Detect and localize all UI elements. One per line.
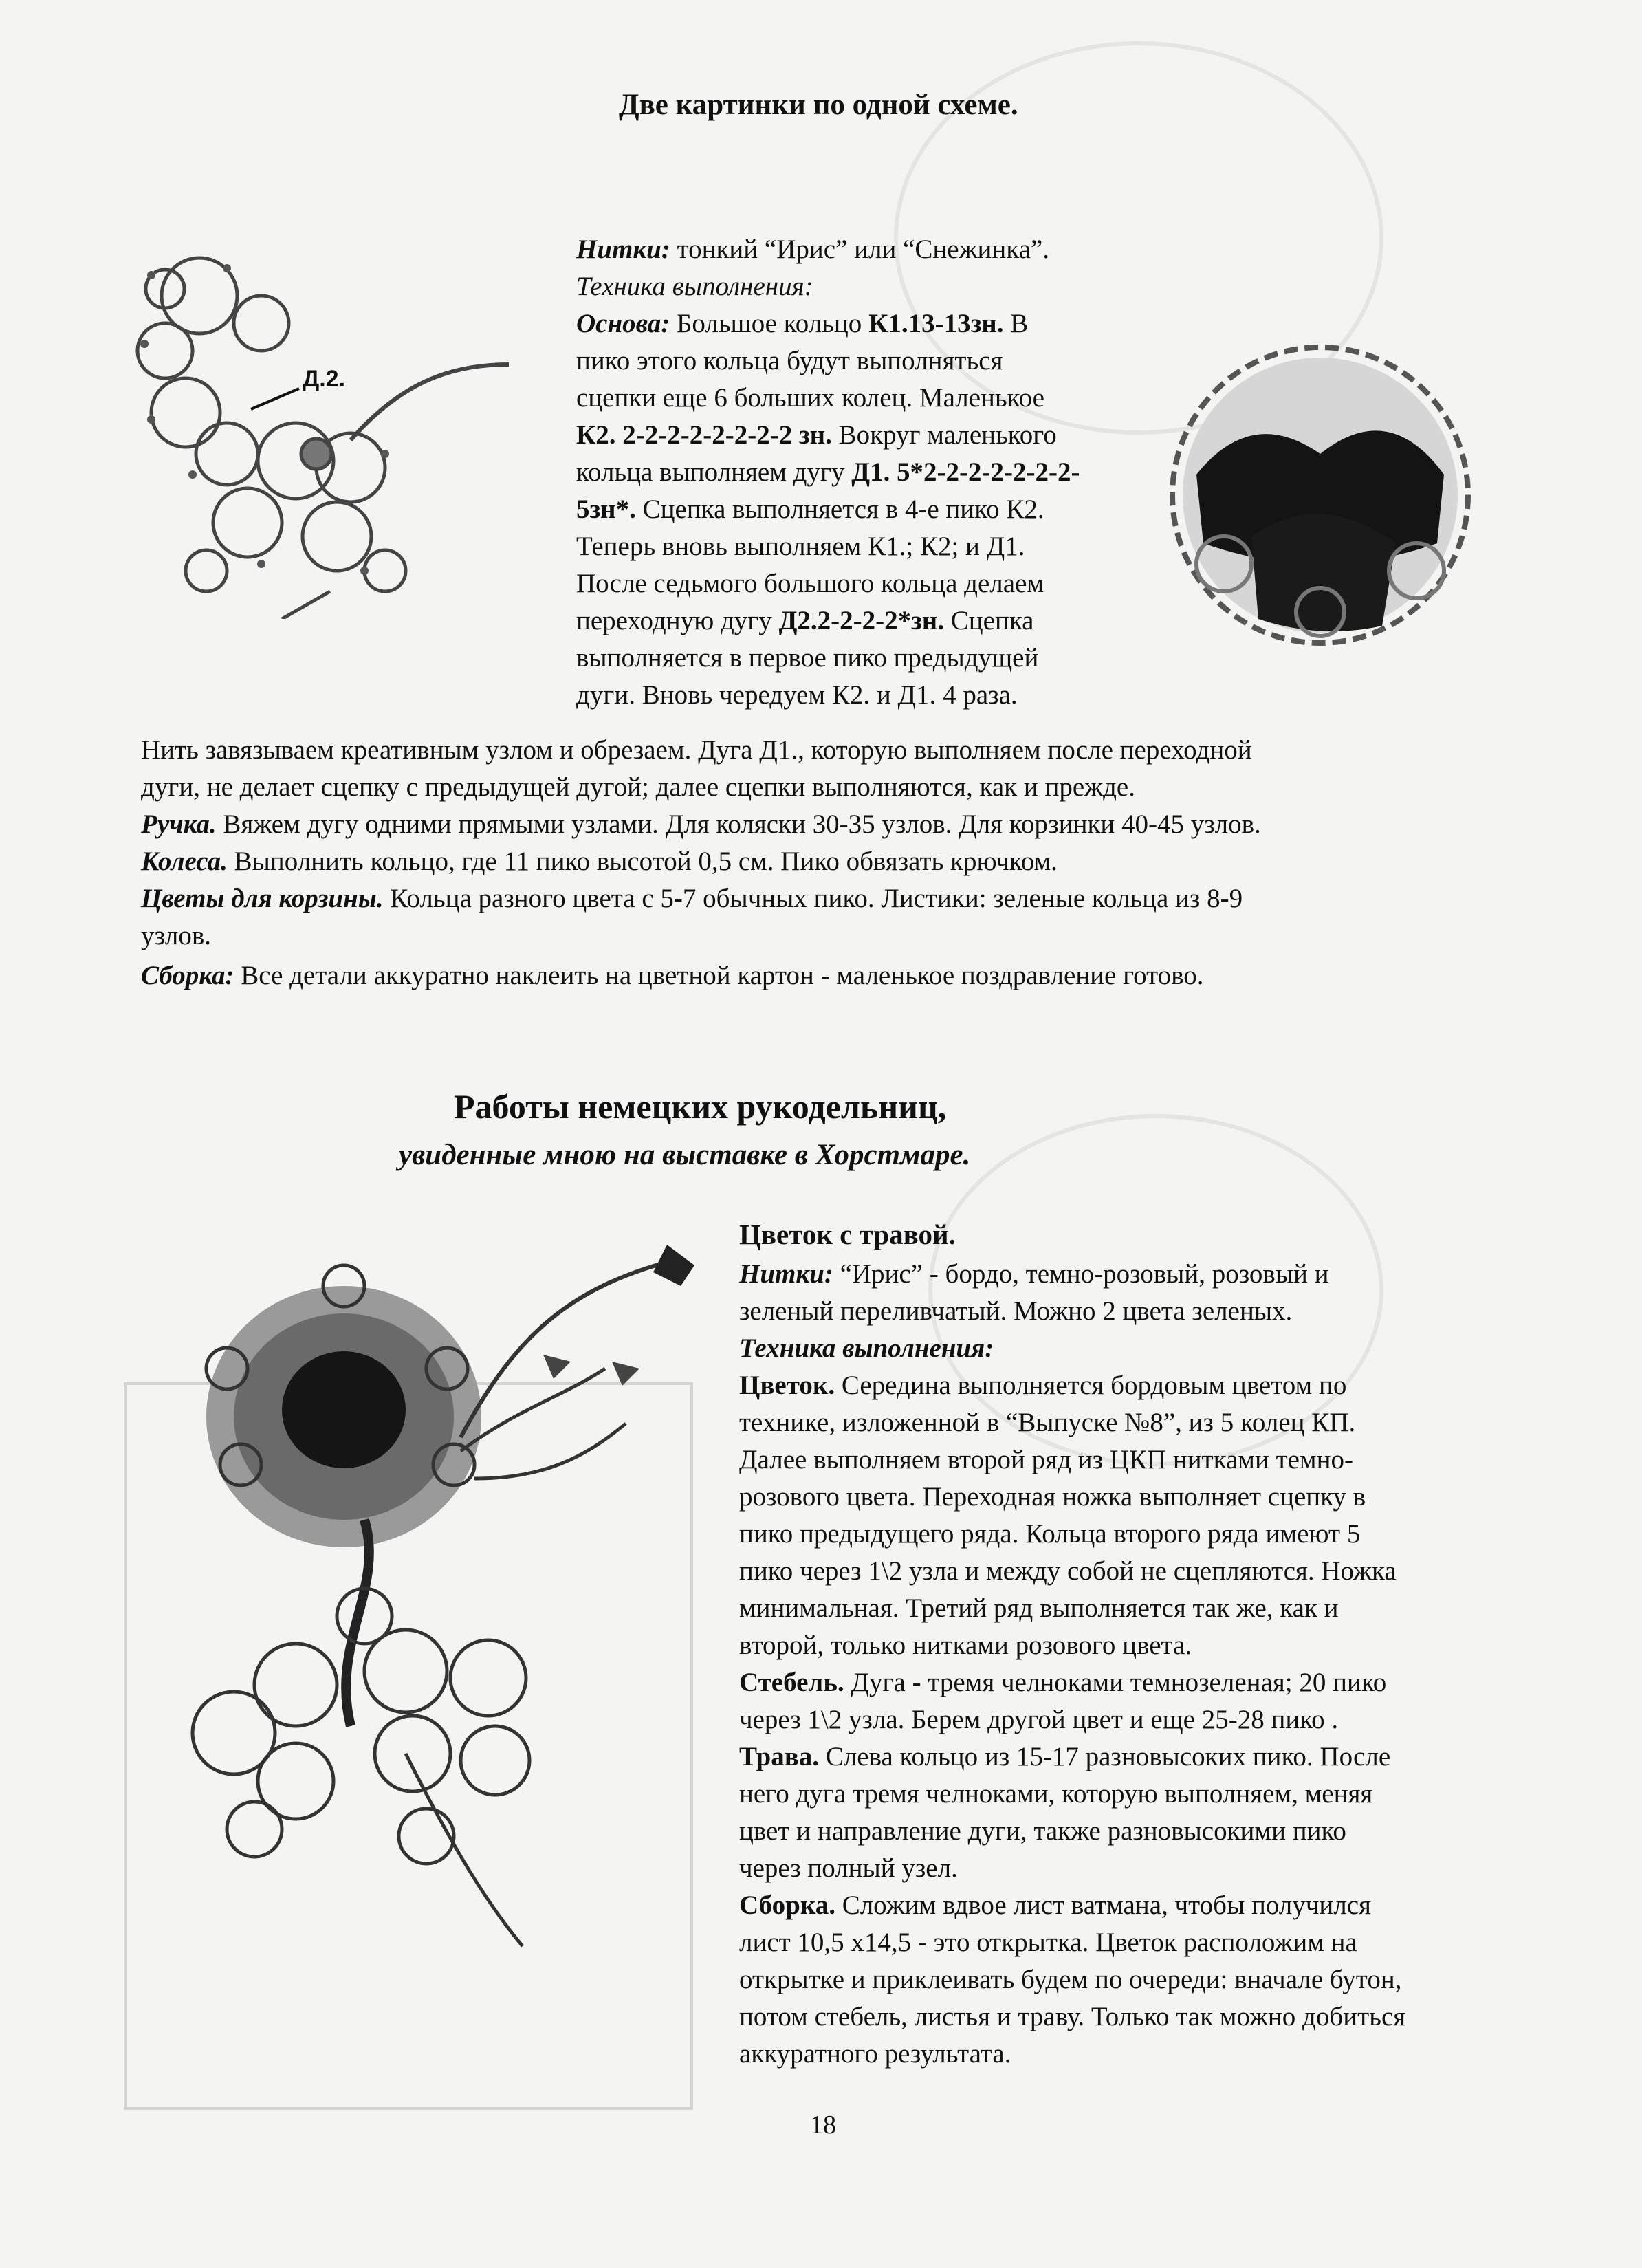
grass-line xyxy=(739,1738,1390,1776)
stem-text: Дуга - тремя челноками темнозеленая; 20 пико xyxy=(844,1668,1387,1697)
text-line: открытке и приклеивать будем по очереди: вначале бутон, xyxy=(739,1965,1402,1994)
text-line: Нить завязываем креативным узлом и обрезаем. Дуга Д1., которую выполняем после переходной xyxy=(141,735,1252,765)
flowers-label: Цветы для корзины. xyxy=(141,884,384,913)
text-line: пико предыдущего ряда. Кольца второго ряда имеют 5 xyxy=(739,1519,1361,1549)
arc-code-2: 5зн*. xyxy=(576,494,636,524)
text-line: розового цвета. Переходная ножка выполняет сцепку в xyxy=(739,1482,1366,1512)
handle-line xyxy=(141,806,1261,843)
text-line: После седьмого большого кольца делаем xyxy=(576,569,1044,598)
arc-line-2 xyxy=(576,491,1044,528)
base-line xyxy=(576,305,1028,342)
grass-text: Слева кольцо из 15-17 разновысоких пико. После xyxy=(819,1742,1391,1771)
trans-text: переходную дугу xyxy=(576,606,779,635)
grass-label: Трава. xyxy=(739,1742,820,1771)
text-line: через полный узел. xyxy=(739,1853,958,1883)
text-line: пико этого кольца будут выполняться xyxy=(576,346,1003,375)
text-line: аккуратного результата. xyxy=(739,2039,1011,2069)
text-line: зеленый переливчатый. Можно 2 цвета зеленых. xyxy=(739,1296,1293,1326)
basket-lace-image xyxy=(1148,337,1492,653)
flower-line xyxy=(739,1367,1346,1404)
assembly-text: Все детали аккуратно наклеить на цветной картон - маленькое поздравление готово. xyxy=(234,961,1204,990)
section-subtitle: увиденные мною на выставке в Хорстмаре. xyxy=(399,1139,971,1171)
base-code: К1.13-13зн. xyxy=(868,309,1004,338)
text-line: через 1\2 узла. Берем другой цвет и еще 25-28 пико . xyxy=(739,1705,1339,1734)
page-number: 18 xyxy=(810,2111,836,2139)
flowers-line xyxy=(141,880,1243,917)
text-line: лист 10,5 х14,5 - это открытка. Цветок расположим на xyxy=(739,1928,1357,1957)
text-line: технике, изложенной в “Выпуске №8”, из 5 колец КП. xyxy=(739,1408,1356,1437)
threads-line-2 xyxy=(739,1256,1329,1293)
threads-text: тонкий “Ирис” или “Снежинка”. xyxy=(670,235,1049,264)
trans-code: Д2.2-2-2-2*зн. xyxy=(778,606,944,635)
threads-line xyxy=(576,231,1049,268)
k2-text: Вокруг маленького xyxy=(831,420,1057,450)
threads-label-2: Нитки: xyxy=(739,1259,833,1289)
handle-text: Вяжем дугу одними прямыми узлами. Для коляски 30-35 узлов. Для корзинки 40-45 узлов. xyxy=(216,809,1261,839)
transition-line xyxy=(576,602,1033,640)
text-line: второй, только нитками розового цвета. xyxy=(739,1631,1192,1660)
arc-text: кольца выполняем дугу xyxy=(576,457,852,487)
arc-line xyxy=(576,454,1080,491)
text-line: Далее выполняем второй ряд из ЦКП нитками темно- xyxy=(739,1445,1353,1474)
text-line: выполняется в первое пико предыдущей xyxy=(576,643,1039,673)
threads-label: Нитки: xyxy=(576,235,670,264)
handle-label: Ручка. xyxy=(141,809,217,839)
pointer-line-icon xyxy=(248,385,303,413)
wheels-text: Выполнить кольцо, где 11 пико высотой 0,5 см. Пико обвязать крючком. xyxy=(227,847,1058,876)
threads-text-2: “Ирис” - бордо, темно-розовый, розовый и xyxy=(833,1259,1329,1289)
flower-label: Цветок. xyxy=(739,1371,835,1400)
text-line: цвет и направление дуги, также разновысокими пико xyxy=(739,1816,1346,1846)
text-line: минимальная. Третий ряд выполняется так же, как и xyxy=(739,1593,1339,1623)
assembly-label: Сборка: xyxy=(141,961,234,990)
flowers-text: Кольца разного цвета с 5-7 обычных пико. Листики: зеленые кольца из 8-9 xyxy=(383,884,1243,913)
assembly-label-2: Сборка. xyxy=(739,1890,835,1920)
text-line: узлов. xyxy=(141,921,212,950)
assembly-line-2 xyxy=(739,1887,1371,1924)
text-line: дуги, не делает сцепку с предыдущей дугой; далее сцепки выполняются, как и прежде. xyxy=(141,772,1135,802)
page-title: Две картинки по одной схеме. xyxy=(619,89,1018,121)
text-line: дуги. Вновь чередуем К2. и Д1. 4 раза. xyxy=(576,680,1018,710)
text-line: сцепки еще 6 больших колец. Маленькое xyxy=(576,383,1044,413)
text-line: него дуга тремя челноками, которую выполняем, меняя xyxy=(739,1779,1373,1809)
base-label: Основа: xyxy=(576,309,670,338)
trans-text-2: Сцепка xyxy=(944,606,1034,635)
flower-lace-image xyxy=(158,1231,722,1974)
stem-line xyxy=(739,1664,1386,1701)
stroller-lace-image xyxy=(124,248,550,619)
stem-label: Стебель. xyxy=(739,1668,844,1697)
assembly-line xyxy=(141,957,1204,994)
arc-text-2: Сцепка выполняется в 4-е пико К2. xyxy=(635,494,1044,524)
text-line: потом стебель, листья и траву. Только так можно добиться xyxy=(739,2002,1406,2031)
k2-code: К2. 2-2-2-2-2-2-2-2 зн. xyxy=(576,420,832,450)
text-line: Теперь вновь выполняем К1.; К2; и Д1. xyxy=(576,532,1025,561)
base-text: Большое кольцо xyxy=(670,309,869,338)
flower-text: Середина выполняется бордовым цветом по xyxy=(835,1371,1347,1400)
assembly-text-2: Сложим вдвое лист ватмана, чтобы получился xyxy=(835,1890,1371,1920)
k2-line xyxy=(576,417,1057,454)
technique-label: Техника выполнения: xyxy=(576,272,813,301)
base-text-end: В xyxy=(1003,309,1029,338)
section-title: Работы немецких рукодельниц, xyxy=(454,1087,947,1126)
arc-code: Д1. 5*2-2-2-2-2-2-2- xyxy=(851,457,1080,487)
wheels-line xyxy=(141,843,1058,880)
wheels-label: Колеса. xyxy=(141,847,228,876)
flower-title: Цветок с травой. xyxy=(739,1219,956,1250)
technique-label-2: Техника выполнения: xyxy=(739,1333,994,1363)
diagram-label: Д.2. xyxy=(303,366,346,392)
text-line: пико через 1\2 узла и между собой не сцепляются. Ножка xyxy=(739,1556,1397,1586)
